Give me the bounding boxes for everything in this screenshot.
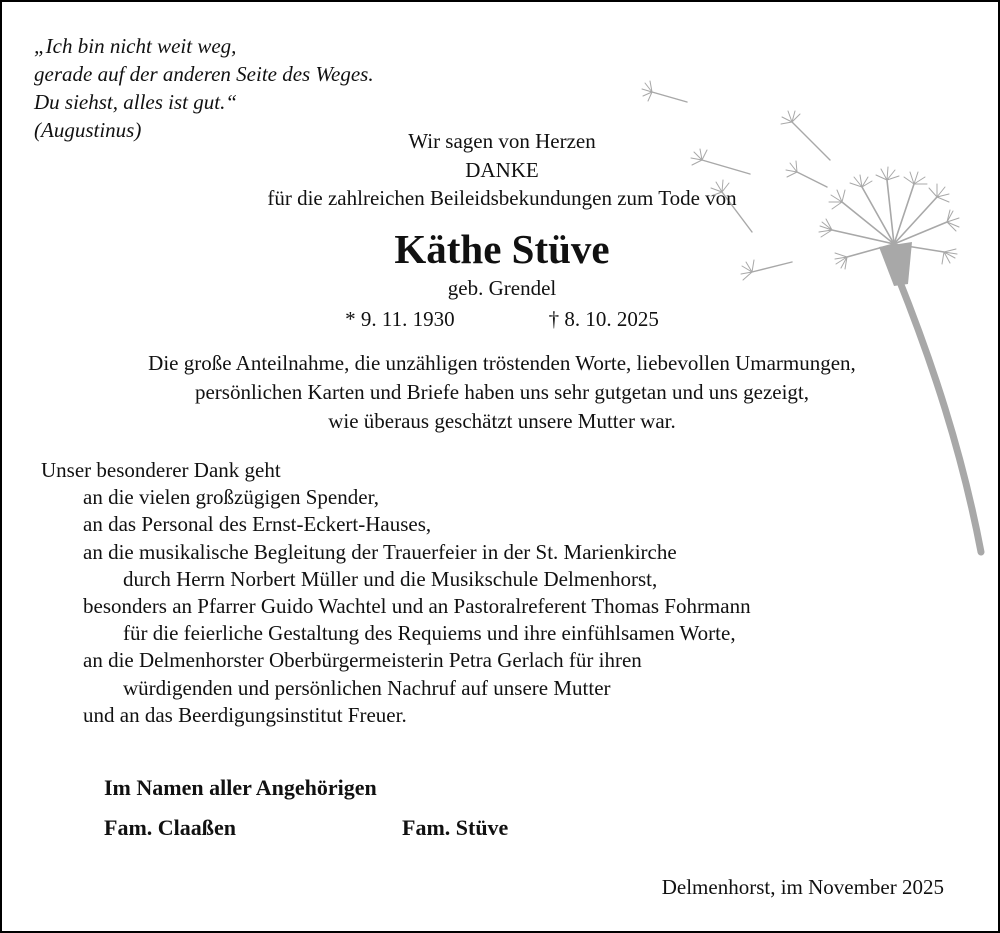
thanks-line: besonders an Pfarrer Guido Wachtel und an Pastoralreferent Thomas Fohrmann — [83, 594, 751, 619]
quote-line: „Ich bin nicht weit weg, — [34, 34, 237, 58]
thanks-line: an die musikalische Begleitung der Trauerfeier in der St. Marienkirche — [83, 539, 677, 564]
intro-line: für die zahlreichen Beileidsbekundungen zum Tode von — [267, 186, 737, 210]
message-line: wie überaus geschätzt unsere Mutter war. — [328, 409, 676, 433]
thanks-line: durch Herrn Norbert Müller und die Musikschule Delmenhorst, — [123, 566, 658, 591]
message-line: Die große Anteilnahme, die unzähligen tröstenden Worte, liebevollen Umarmungen, — [148, 351, 856, 375]
deceased-name: Käthe Stüve — [394, 226, 610, 272]
quote-line: gerade auf der anderen Seite des Weges. — [34, 62, 374, 86]
birth-date: * 9. 11. 1930 — [345, 307, 455, 331]
signature-heading: Im Namen aller Angehörigen — [104, 775, 377, 800]
thanks-line: an das Personal des Ernst-Eckert-Hauses, — [83, 512, 432, 537]
thanks-line: an die Delmenhorster Oberbürgermeisterin Petra Gerlach für ihren — [83, 648, 642, 673]
thanks-line: an die vielen großzügigen Spender, — [83, 485, 379, 510]
thanks-line: würdigenden und persönlichen Nachruf auf unsere Mutter — [123, 675, 611, 700]
intro-line: Wir sagen von Herzen — [408, 129, 596, 153]
life-dates — [2, 307, 1000, 332]
message-line: persönlichen Karten und Briefe haben uns sehr gutgetan und uns gezeigt, — [194, 380, 810, 404]
quote-author: (Augustinus) — [34, 118, 142, 142]
place-date: Delmenhorst, im November 2025 — [661, 875, 944, 899]
thanks-line: und an das Beerdigungsinstitut Freuer. — [83, 702, 407, 727]
thanks-line: Unser besonderer Dank geht — [41, 458, 281, 482]
birth-name: geb. Grendel — [447, 276, 557, 300]
signature-family: Fam. Stüve — [402, 815, 509, 840]
thanks-heading: DANKE — [465, 158, 539, 182]
message-block — [2, 349, 1000, 436]
signature-family: Fam. Claaßen — [104, 815, 236, 840]
thanks-line: für die feierliche Gestaltung des Requiems und ihre einfühlsamen Worte, — [123, 621, 736, 646]
quote-line: Du siehst, alles ist gut.“ — [34, 90, 238, 114]
thanks-list — [2, 457, 751, 729]
death-date: † 8. 10. 2025 — [548, 307, 659, 331]
